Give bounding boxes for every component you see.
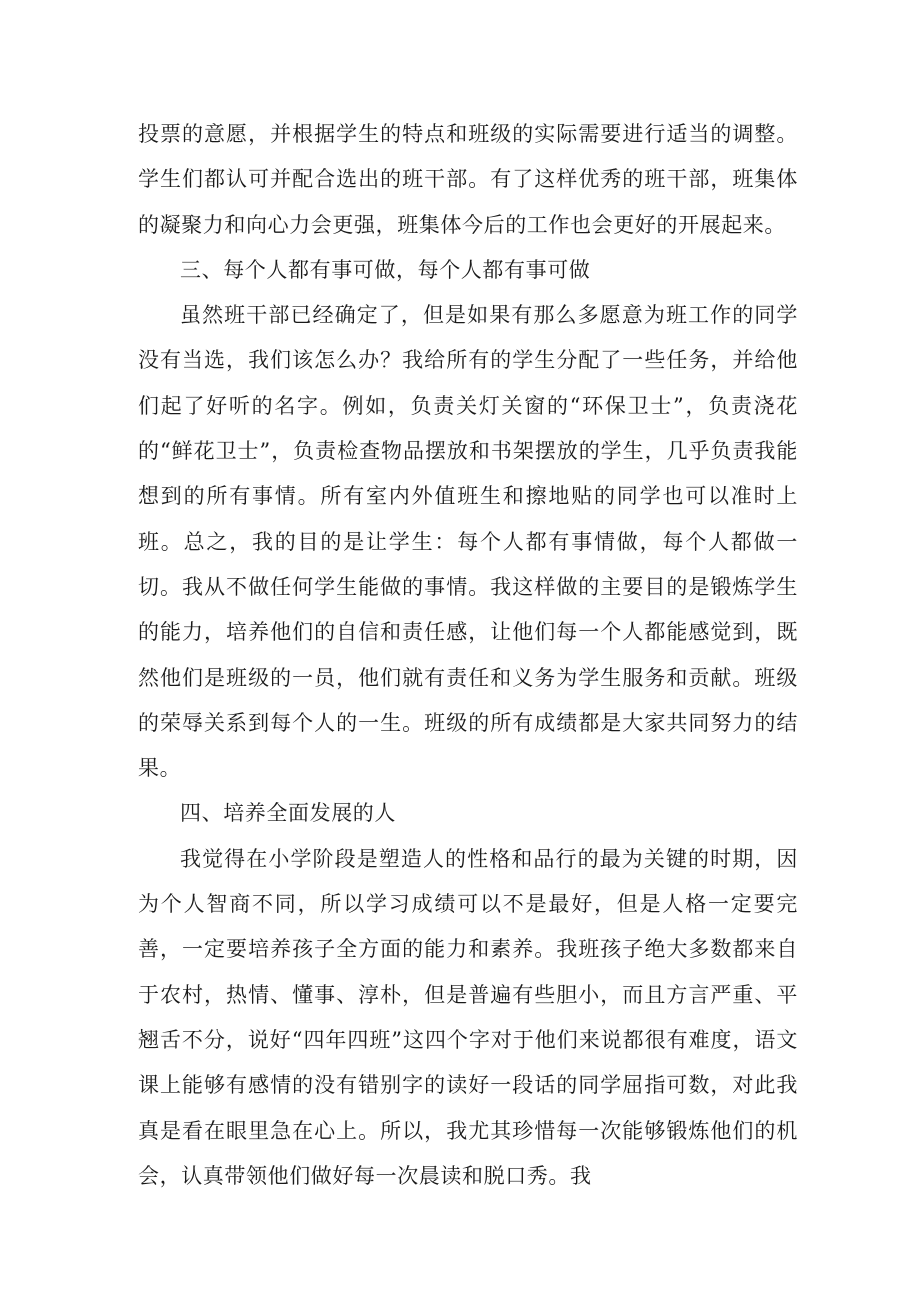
section-heading-three: 三、每个人都有事可做，每个人都有事可做	[180, 257, 591, 282]
paragraph-continuation: 投票的意愿，并根据学生的特点和班级的实际需要进行适当的调整。学生们都认可并配合选出的班干部。有了这样优秀的班干部，班集体的凝聚力和向心力会更强，班集体今后的工作也会更好的开展起来。	[138, 122, 798, 237]
paragraph-section-three: 虽然班干部已经确定了，但是如果有那么多愿意为班工作的同学没有当选，我们该怎么办？我给所有的学生分配了一些任务，并给他们起了好听的名字。例如，负责关灯关窗的“环保卫士”，负责浇花的“鲜花卫士”，负责检查物品摆放和书架摆放的学生，几乎负责我能想到的所有事情。所有室内外值班生和擦地贴的同学也可以准时上班。总之，我的目的是让学生：每个人都有事情做，每个人都做一切。我从不做任何学生能做的事情。我这样做的主要目的是锻炼学生的能力，培养他们的自信和责任感，让他们每一个人都能感觉到，既然他们是班级的一员，他们就有责任和义务为学生服务和贡献。班级的荣辱关系到每个人的一生。班级的所有成绩都是大家共同努力的结果。	[138, 303, 798, 781]
document-body	[138, 112, 798, 1199]
paragraph-section-four: 我觉得在小学阶段是塑造人的性格和品行的最为关键的时期，因为个人智商不同，所以学习成绩可以不是最好，但是人格一定要完善，一定要培养孩子全方面的能力和素养。我班孩子绝大多数都来自于农村，热情、懂事、淳朴，但是普遍有些胆小，而且方言严重、平翘舌不分，说好“四年四班”这四个字对于他们来说都很有难度，语文课上能够有感情的没有错别字的读好一段话的同学屈指可数，对此我真是看在眼里急在心上。所以，我尤其珍惜每一次能够锻炼他们的机会，认真带领他们做好每一次晨读和脱口秀。我	[138, 846, 798, 1188]
section-heading-four: 四、培养全面发展的人	[180, 801, 396, 826]
